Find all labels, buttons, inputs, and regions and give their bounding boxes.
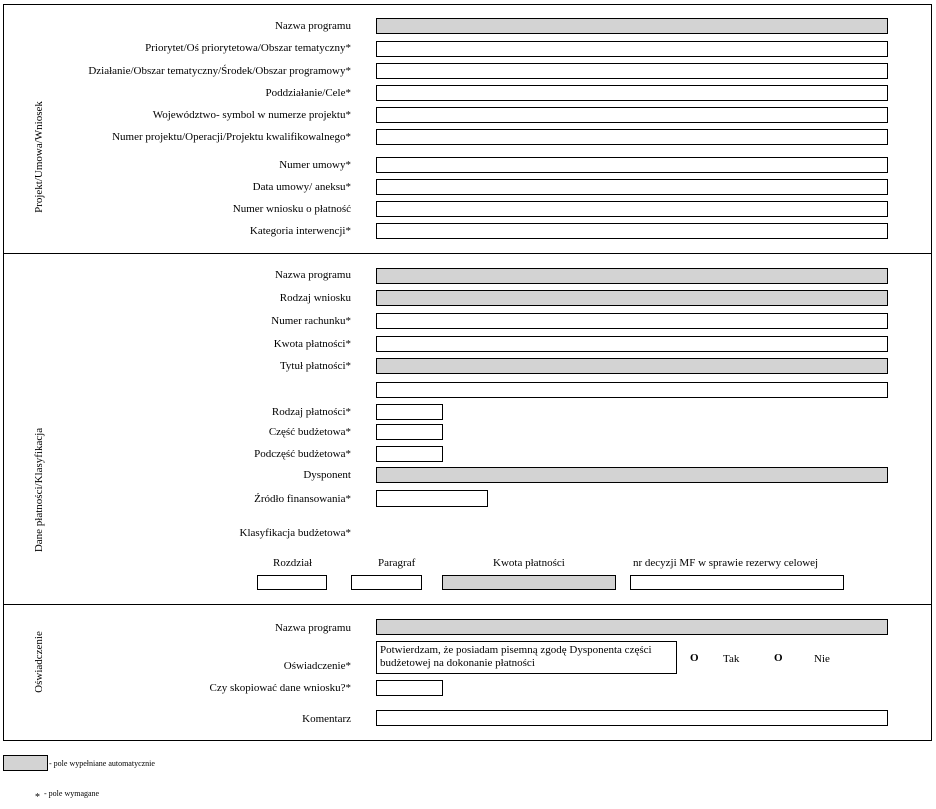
field-kopiuj-dane[interactable] <box>376 680 443 696</box>
field-numer-umowy[interactable] <box>376 157 888 173</box>
label-oswiadczenie: Oświadczenie* <box>283 660 351 672</box>
field-rodzaj-platnosci[interactable] <box>376 404 443 420</box>
legend-auto-text: - pole wypełniane automatycznie <box>49 759 155 768</box>
field-numer-rachunku[interactable] <box>376 313 888 329</box>
field-nazwa-programu-2 <box>376 268 888 284</box>
field-numer-projektu[interactable] <box>376 129 888 145</box>
statement-text: Potwierdzam, że posiadam pisemną zgodę Dysponenta części budżetowej na dokonanie płatności <box>376 641 677 674</box>
section-oswiadczenie-title: Oświadczenie <box>33 631 45 693</box>
label-dzialanie: Działanie/Obszar tematyczny/Środek/Obszar programowy* <box>88 65 351 77</box>
label-data-umowy: Data umowy/ aneksu* <box>252 181 351 193</box>
label-numer-wniosku: Numer wniosku o płatność <box>232 203 351 215</box>
radio-yes[interactable]: O <box>690 652 699 664</box>
field-zrodlo-finansowania[interactable] <box>376 490 488 507</box>
field-kwota-platnosci[interactable] <box>376 336 888 352</box>
field-komentarz[interactable] <box>376 710 888 726</box>
label-kategoria-interwencji: Kategoria interwencji* <box>249 225 351 237</box>
legend-auto-swatch <box>3 755 48 771</box>
field-wojewodztwo[interactable] <box>376 107 888 123</box>
label-komentarz: Komentarz <box>302 713 351 725</box>
field-czesc-budzetowa[interactable] <box>376 424 443 440</box>
field-nazwa-programu-3 <box>376 619 888 635</box>
field-numer-wniosku[interactable] <box>376 201 888 217</box>
column-decyzja-label: nr decyzji MF w sprawie rezerwy celowej <box>633 557 819 569</box>
label-tytul-platnosci: Tytuł płatności* <box>279 360 351 372</box>
column-kwota-label: Kwota płatności <box>493 557 565 569</box>
field-tytul-platnosci <box>376 358 888 374</box>
field-dzialanie[interactable] <box>376 63 888 79</box>
field-paragraf[interactable] <box>351 575 422 590</box>
label-zrodlo-finansowania: Źródło finansowania* <box>254 493 351 505</box>
label-wojewodztwo: Województwo- symbol w numerze projektu* <box>152 109 351 121</box>
radio-yes-label: Tak <box>723 653 740 665</box>
field-kwota-klasyfikacja <box>442 575 616 590</box>
field-nazwa-programu <box>376 18 888 34</box>
label-priorytet: Priorytet/Oś priorytetowa/Obszar tematyczny* <box>145 42 351 54</box>
label-podczesc-budzetowa: Podczęść budżetowa* <box>254 448 351 460</box>
field-priorytet[interactable] <box>376 41 888 57</box>
column-rozdzial-label: Rozdział <box>273 557 313 569</box>
radio-no[interactable]: O <box>774 652 783 664</box>
field-nr-decyzji[interactable] <box>630 575 844 590</box>
label-rodzaj-platnosci: Rodzaj płatności* <box>271 406 351 418</box>
label-nazwa-programu-3: Nazwa programu <box>274 622 351 634</box>
label-czesc-budzetowa: Część budżetowa* <box>268 426 351 438</box>
field-rodzaj-wniosku <box>376 290 888 306</box>
label-kopiuj-dane: Czy skopiować dane wniosku?* <box>209 682 351 694</box>
label-dysponent: Dysponent <box>303 469 351 481</box>
field-podczesc-budzetowa[interactable] <box>376 446 443 462</box>
label-nazwa-programu: Nazwa programu <box>274 20 351 32</box>
label-poddzialanie: Poddziałanie/Cele* <box>265 87 351 99</box>
field-poddzialanie[interactable] <box>376 85 888 101</box>
section-dane-platnosci-title: Dane płatności/Klasyfikacja <box>33 427 45 553</box>
label-klasyfikacja-budzetowa: Klasyfikacja budżetowa* <box>239 527 351 539</box>
legend-required-text: - pole wymagane <box>44 789 100 798</box>
field-dysponent <box>376 467 888 483</box>
field-data-umowy[interactable] <box>376 179 888 195</box>
label-kwota-platnosci: Kwota płatności* <box>273 338 351 350</box>
field-rozdzial[interactable] <box>257 575 327 590</box>
label-numer-umowy: Numer umowy* <box>279 159 351 171</box>
field-tytul-platnosci-2[interactable] <box>376 382 888 398</box>
field-kategoria-interwencji[interactable] <box>376 223 888 239</box>
label-numer-rachunku: Numer rachunku* <box>271 315 351 327</box>
label-nazwa-programu-2: Nazwa programu <box>274 269 351 281</box>
label-rodzaj-wniosku: Rodzaj wniosku <box>279 292 351 304</box>
column-paragraf-label: Paragraf <box>378 557 416 569</box>
radio-no-label: Nie <box>814 653 830 665</box>
legend-required-symbol: * <box>35 792 40 803</box>
section-projekt-title: Projekt/Umowa/Wniosek <box>33 101 45 213</box>
label-numer-projektu: Numer projektu/Operacji/Projektu kwalifikowalnego* <box>112 131 351 143</box>
